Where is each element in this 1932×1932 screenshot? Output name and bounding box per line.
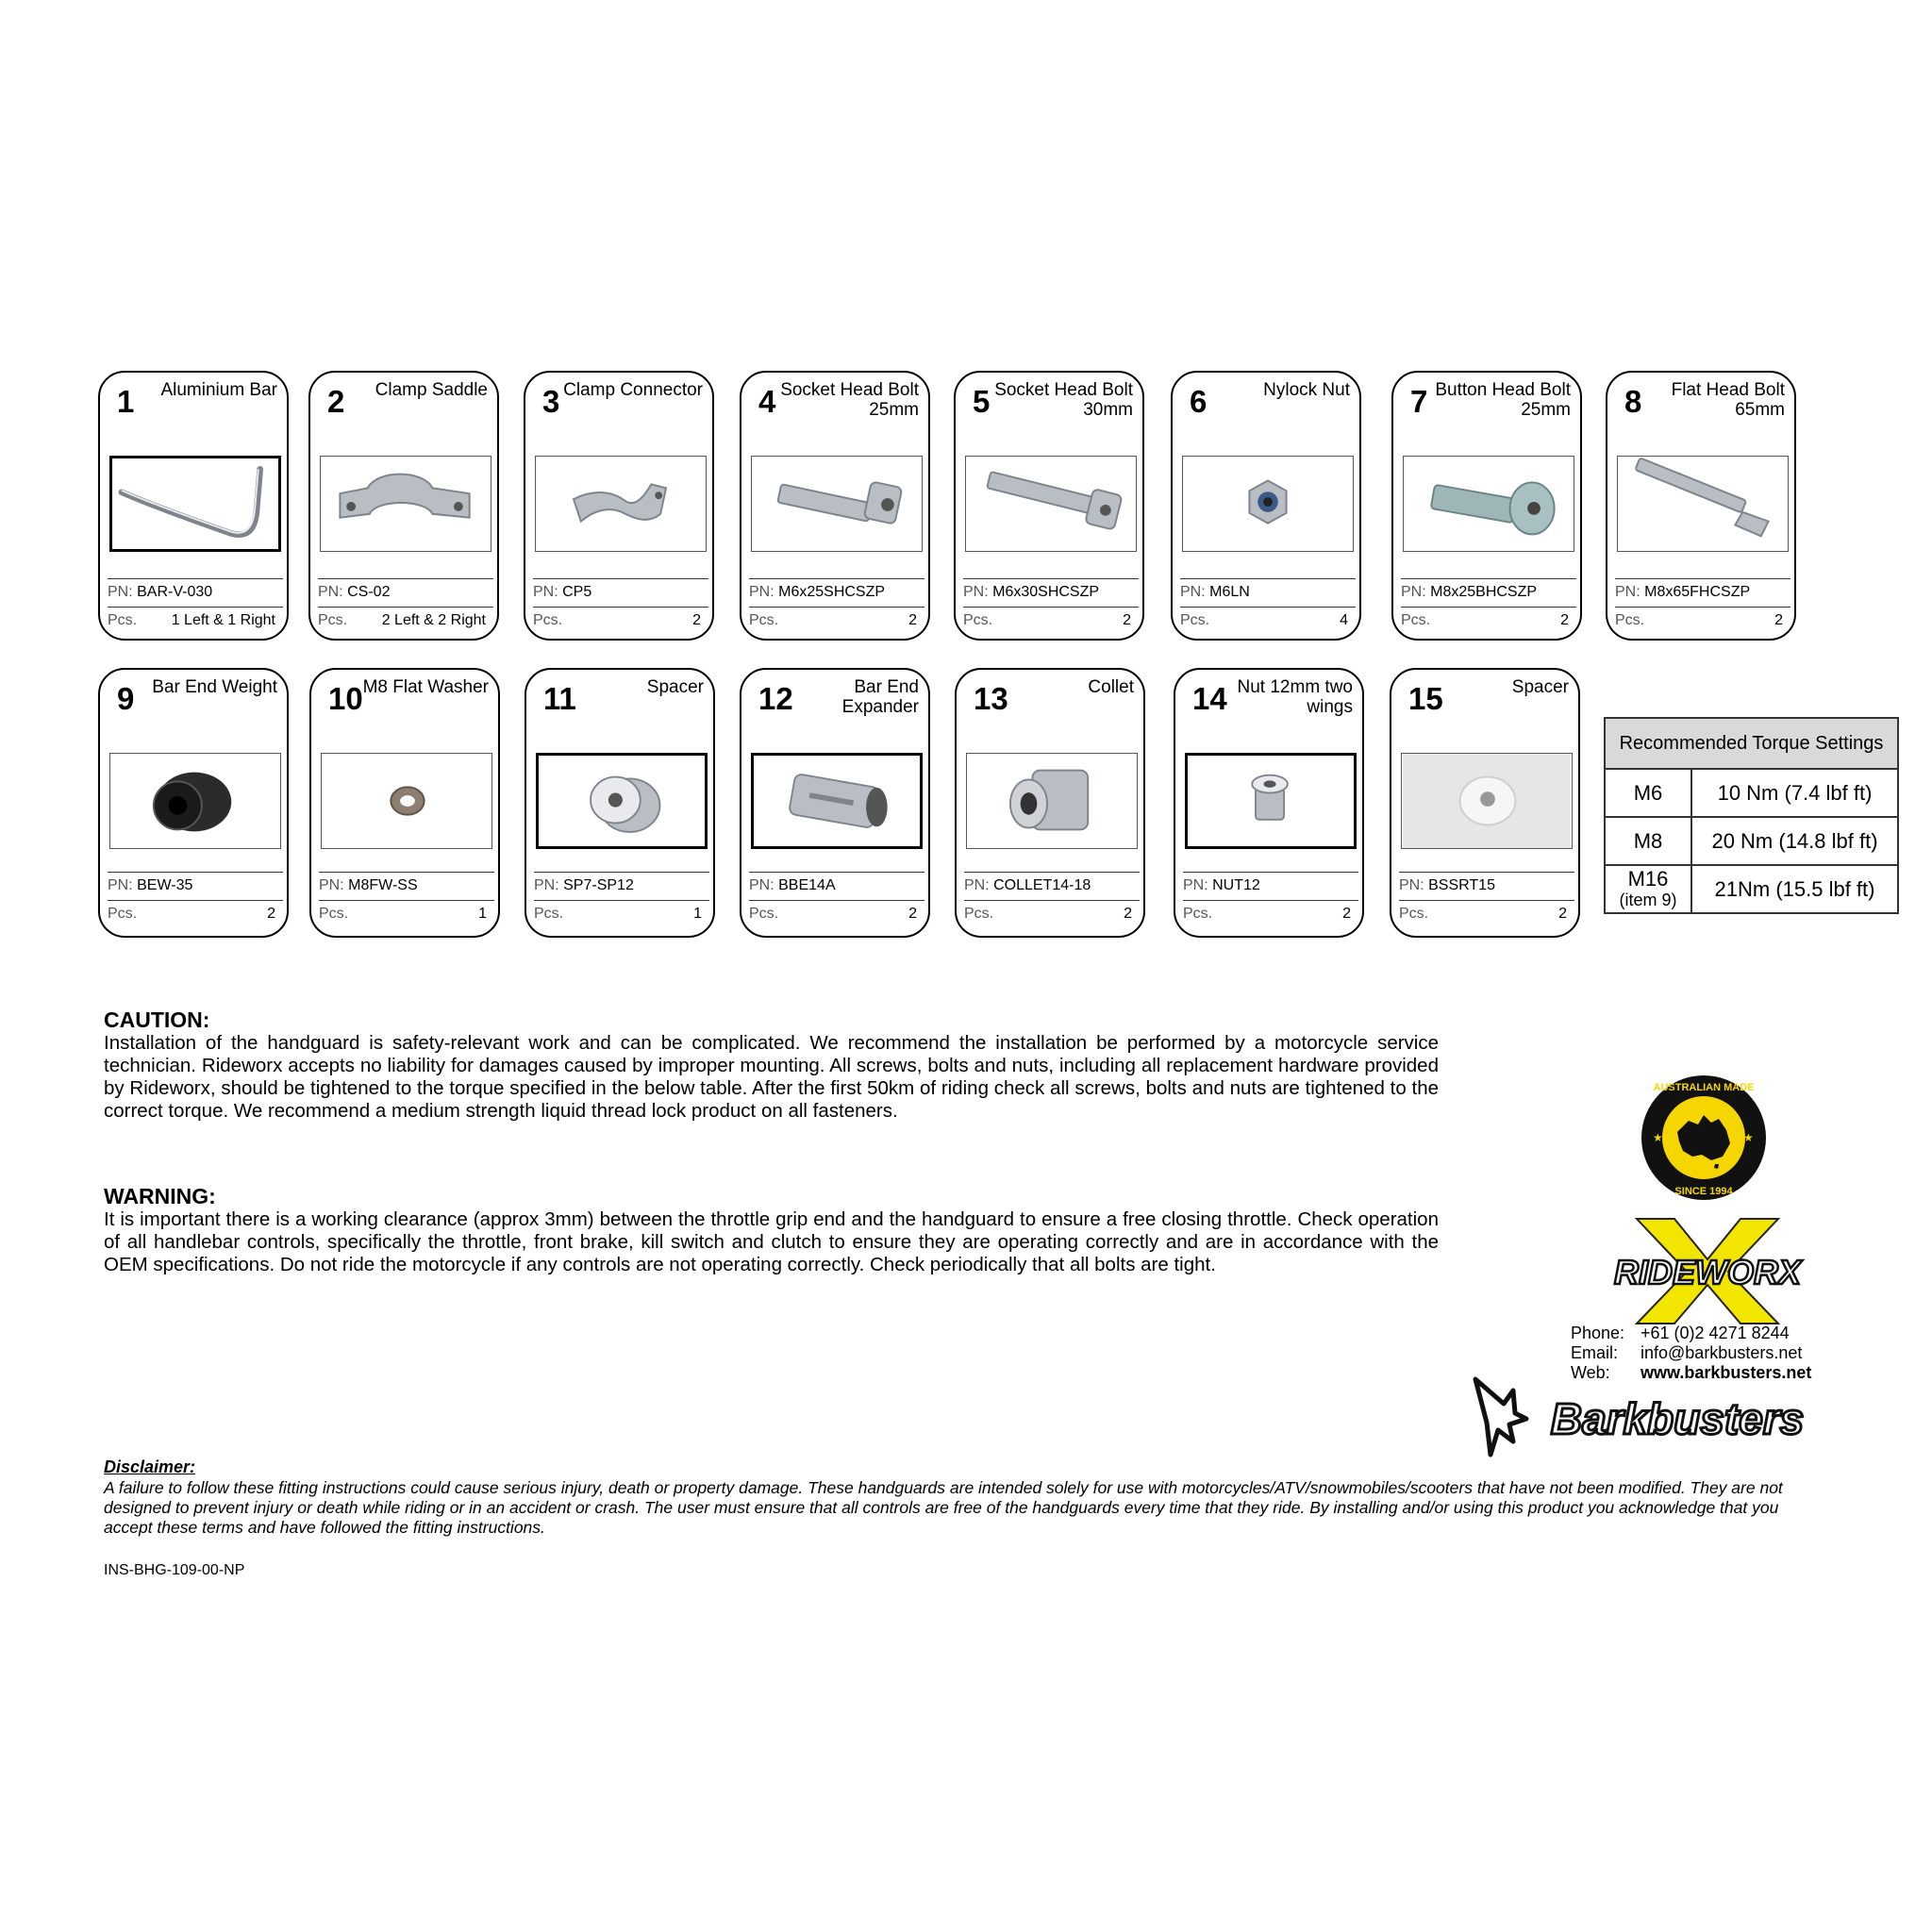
part-card — [740, 371, 930, 641]
collet-photo — [967, 754, 1137, 848]
part-number: 6 — [1190, 384, 1208, 419]
part-pcs: 1 — [693, 906, 702, 922]
part-photo — [535, 456, 707, 552]
part-pcs-row — [963, 607, 1139, 629]
part-pn: BBE14A — [778, 877, 836, 893]
part-pn-row — [1615, 578, 1790, 601]
part-name: Socket Head Bolt 25mm — [780, 380, 919, 420]
document-id: INS-BHG-109-00-NP — [104, 1562, 245, 1578]
pn-label: PN: — [964, 877, 990, 893]
part-pn-row — [1183, 872, 1358, 894]
part-pcs: 2 Left & 2 Right — [381, 612, 486, 628]
rideworx-wordmark: RIDEWORX — [1614, 1253, 1801, 1291]
part-pcs-row — [1401, 607, 1576, 629]
pcs-label: Pcs. — [749, 906, 779, 922]
part-pn: M6LN — [1209, 584, 1250, 600]
pn-label: PN: — [1180, 584, 1206, 600]
barkbusters-logo — [1472, 1375, 1835, 1460]
part-number: 11 — [543, 681, 576, 716]
part-pcs-row — [1183, 900, 1358, 923]
spacer-photo — [539, 756, 705, 846]
web-label: Web: — [1571, 1363, 1610, 1382]
part-name: Bar End Weight — [152, 677, 277, 697]
torque-table-title: Recommended Torque Settings — [1605, 718, 1898, 769]
part-name: Spacer — [1511, 677, 1569, 697]
caution-heading: CAUTION: — [104, 1008, 210, 1032]
australian-made-badge-logo — [1640, 1074, 1768, 1202]
part-number: 1 — [117, 384, 135, 419]
part-photo — [751, 456, 923, 552]
pn-label: PN: — [318, 584, 343, 600]
pn-label: PN: — [1401, 584, 1426, 600]
pn-label: PN: — [534, 877, 559, 893]
part-pcs-row — [318, 607, 493, 629]
part-number: 9 — [117, 681, 135, 716]
part-pn: SP7-SP12 — [563, 877, 634, 893]
part-pn-row — [1180, 578, 1356, 601]
part-number: 5 — [973, 384, 991, 419]
part-card — [524, 371, 714, 641]
part-number: 14 — [1192, 681, 1227, 716]
part-card — [955, 668, 1145, 938]
part-pn: M8x25BHCSZP — [1430, 584, 1538, 600]
part-name: Bar End Expander — [841, 677, 919, 717]
part-photo — [1403, 456, 1574, 552]
part-photo — [1401, 753, 1573, 849]
part-card — [309, 668, 500, 938]
pcs-label: Pcs. — [963, 612, 993, 628]
phone-label: Phone: — [1571, 1324, 1625, 1342]
part-pn: M6x30SHCSZP — [992, 584, 1100, 600]
part-pcs: 1 Left & 1 Right — [171, 612, 275, 628]
part-pn: COLLET14-18 — [993, 877, 1091, 893]
part-pn-row — [1399, 872, 1574, 894]
torque-size: M8 — [1605, 817, 1691, 865]
part-number: 10 — [328, 681, 363, 716]
part-number: 7 — [1410, 384, 1428, 419]
barkbusters-wordmark: Barkbusters — [1550, 1394, 1805, 1443]
button-head-bolt-25mm-photo — [1404, 457, 1574, 551]
part-pn: CP5 — [562, 584, 592, 600]
part-pn: M8x65FHCSZP — [1644, 584, 1751, 600]
part-number: 4 — [758, 384, 776, 419]
part-pn-row — [533, 578, 708, 601]
pn-label: PN: — [108, 877, 133, 893]
part-pcs: 2 — [1342, 906, 1351, 922]
part-name: Socket Head Bolt 30mm — [994, 380, 1133, 420]
part-pn-row — [1401, 578, 1576, 601]
phone-number: +61 (0)2 4271 8244 — [1641, 1324, 1790, 1342]
torque-row-m16 — [1605, 865, 1898, 913]
svg-text:★: ★ — [1743, 1131, 1754, 1144]
pcs-label: Pcs. — [533, 612, 563, 628]
warning-text: It is important there is a working clearance (approx 3mm) between the throttle grip end and the handguard to ensure a free closing throttle. Check operation of all handlebar controls, specifically the throttle, front brake, kill switch and clutch to ensure they are operating correctly and are in accordance with the OEM specifications. Do not ride the motorcycle if any controls are not operating correctly. Check periodically that all bolts are tight. — [104, 1208, 1439, 1275]
m8-flat-washer-photo — [322, 754, 491, 848]
part-card — [308, 371, 499, 641]
part-pn-row — [318, 578, 493, 601]
flat-head-bolt-65mm-photo — [1618, 457, 1788, 551]
clamp-connector-photo — [536, 457, 706, 551]
part-photo — [109, 753, 281, 849]
part-pcs-row — [108, 607, 283, 629]
torque-value: 21Nm (15.5 lbf ft) — [1691, 865, 1898, 913]
part-pcs-row — [964, 900, 1140, 923]
part-card — [525, 668, 715, 938]
pn-label: PN: — [108, 584, 133, 600]
disclaimer-heading: Disclaimer: — [104, 1457, 196, 1476]
pcs-label: Pcs. — [108, 906, 138, 922]
part-pcs-row — [1180, 607, 1356, 629]
part-pn-row — [964, 872, 1140, 894]
part-pcs-row — [319, 900, 494, 923]
pcs-label: Pcs. — [1615, 612, 1645, 628]
part-pn: M8FW-SS — [348, 877, 418, 893]
part-photo — [109, 456, 281, 552]
part-photo — [965, 456, 1137, 552]
rideworx-logo — [1585, 1217, 1830, 1325]
pcs-label: Pcs. — [964, 906, 994, 922]
torque-table — [1604, 717, 1899, 914]
part-pn-row — [108, 872, 283, 894]
nut-12mm-two-wings-photo — [1188, 756, 1354, 846]
website-link[interactable]: www.barkbusters.net — [1641, 1363, 1812, 1382]
pcs-label: Pcs. — [749, 612, 779, 628]
part-pn: NUT12 — [1212, 877, 1260, 893]
part-card — [1174, 668, 1364, 938]
part-card — [1171, 371, 1361, 641]
part-pcs: 2 — [908, 612, 917, 628]
pn-label: PN: — [963, 584, 989, 600]
part-pcs: 2 — [692, 612, 701, 628]
badge-top-text: AUSTRALIAN MADE — [1653, 1082, 1755, 1093]
torque-row-m8 — [1605, 817, 1898, 865]
part-pcs-row — [1399, 900, 1574, 923]
pcs-label: Pcs. — [1180, 612, 1210, 628]
bar-end-expander-photo — [754, 756, 920, 846]
part-pn: M6x25SHCSZP — [778, 584, 886, 600]
part-name: Collet — [1088, 677, 1134, 697]
part-pcs: 2 — [1558, 906, 1567, 922]
part-pn: BSSRT15 — [1428, 877, 1495, 893]
part-photo — [1185, 753, 1357, 849]
part-pn-row — [108, 578, 283, 601]
part-pn-row — [319, 872, 494, 894]
warning-heading: WARNING: — [104, 1184, 216, 1208]
part-photo — [536, 753, 708, 849]
aluminium-bar-photo — [112, 458, 278, 549]
part-pcs: 2 — [1123, 612, 1131, 628]
part-pcs: 2 — [1124, 906, 1132, 922]
part-pcs-row — [533, 607, 708, 629]
svg-text:★: ★ — [1653, 1131, 1663, 1144]
part-photo — [1617, 456, 1789, 552]
part-pn-row — [749, 578, 924, 601]
part-name: Clamp Connector — [563, 380, 703, 400]
part-pcs-row — [108, 900, 283, 923]
part-card — [1606, 371, 1796, 641]
part-name: Clamp Saddle — [375, 380, 488, 400]
part-card — [98, 668, 289, 938]
part-card — [954, 371, 1144, 641]
email-label: Email: — [1571, 1343, 1619, 1362]
part-pcs: 2 — [1560, 612, 1569, 628]
part-photo — [320, 456, 491, 552]
pn-label: PN: — [1615, 584, 1641, 600]
part-pn-row — [749, 872, 924, 894]
pcs-label: Pcs. — [108, 612, 138, 628]
part-name: Spacer — [646, 677, 704, 697]
socket-head-bolt-25mm-photo — [752, 457, 922, 551]
torque-size-note: (item 9) — [1619, 890, 1677, 909]
part-pn: BEW-35 — [137, 877, 193, 893]
pn-label: PN: — [749, 877, 774, 893]
part-number: 13 — [974, 681, 1008, 716]
part-pcs-row — [1615, 607, 1790, 629]
torque-value: 20 Nm (14.8 lbf ft) — [1691, 817, 1898, 865]
pn-label: PN: — [319, 877, 344, 893]
pcs-label: Pcs. — [1183, 906, 1213, 922]
clamp-saddle-photo — [321, 457, 491, 551]
part-number: 12 — [758, 681, 793, 716]
part-card — [1391, 371, 1582, 641]
part-card — [1390, 668, 1580, 938]
pn-label: PN: — [749, 584, 774, 600]
part-name: M8 Flat Washer — [362, 677, 489, 697]
pcs-label: Pcs. — [318, 612, 348, 628]
pcs-label: Pcs. — [319, 906, 349, 922]
socket-head-bolt-30mm-photo — [966, 457, 1136, 551]
torque-size-cell — [1605, 865, 1691, 913]
part-name: Nylock Nut — [1263, 380, 1350, 400]
pn-label: PN: — [1399, 877, 1424, 893]
part-pcs: 2 — [267, 906, 275, 922]
torque-row-m6 — [1605, 769, 1898, 817]
part-pcs-row — [534, 900, 709, 923]
part-card — [740, 668, 930, 938]
part-pn: BAR-V-030 — [137, 584, 213, 600]
pcs-label: Pcs. — [534, 906, 564, 922]
part-number: 15 — [1408, 681, 1443, 716]
part-pcs-row — [749, 607, 924, 629]
badge-bottom-text: SINCE 1994 — [1674, 1186, 1733, 1197]
part-pcs: 2 — [908, 906, 917, 922]
torque-size: M6 — [1605, 769, 1691, 817]
pcs-label: Pcs. — [1399, 906, 1429, 922]
bar-end-weight-photo — [110, 754, 280, 848]
disclaimer-text: A failure to follow these fitting instructions could cause serious injury, death or property damage. These handguards are intended solely for use with motorcycles/ATV/snowmobiles/scooters that have not been modified. They are not designed to prevent injury or death while riding or in an accident or crash. The user must ensure that all controls are free of the handguards every time that they ride. By installing and/or using this product you acknowledge that you accept these terms and have followed the fitting instructions. — [104, 1478, 1783, 1537]
part-name: Aluminium Bar — [160, 380, 277, 400]
part-number: 3 — [542, 384, 560, 419]
part-pcs-row — [749, 900, 924, 923]
nylock-nut-photo — [1183, 457, 1353, 551]
contact-block — [1571, 1324, 1811, 1383]
part-name: Nut 12mm two wings — [1237, 677, 1353, 717]
part-photo — [1182, 456, 1354, 552]
part-card — [98, 371, 289, 641]
pn-label: PN: — [1183, 877, 1208, 893]
part-pn-row — [963, 578, 1139, 601]
part-photo — [321, 753, 492, 849]
pn-label: PN: — [533, 584, 558, 600]
part-number: 8 — [1624, 384, 1642, 419]
part-pcs: 2 — [1774, 612, 1783, 628]
part-photo — [966, 753, 1138, 849]
part-pcs: 1 — [478, 906, 487, 922]
part-pn: CS-02 — [347, 584, 391, 600]
pcs-label: Pcs. — [1401, 612, 1431, 628]
caution-text: Installation of the handguard is safety-relevant work and can be complicated. We recommend the installation be performed by a motorcycle service technician. Rideworx accepts no liability for damages caused by improper mounting. All screws, bolts and nuts, including all replacement hardware provided by Rideworx, should be tightened to the torque specified in the below table. After the first 50km of riding check all screws, bolts and nuts are tightened to the correct torque. We recommend a medium strength liquid thread lock product on all fasteners. — [104, 1032, 1439, 1122]
torque-value: 10 Nm (7.4 lbf ft) — [1691, 769, 1898, 817]
spacer-15-photo — [1402, 754, 1572, 848]
email-address[interactable]: info@barkbusters.net — [1641, 1343, 1803, 1362]
part-pcs: 4 — [1340, 612, 1348, 628]
part-name: Button Head Bolt 25mm — [1435, 380, 1571, 420]
part-name: Flat Head Bolt 65mm — [1671, 380, 1785, 420]
torque-size: M16 — [1627, 866, 1669, 891]
part-pn-row — [534, 872, 709, 894]
part-photo — [751, 753, 923, 849]
part-number: 2 — [327, 384, 345, 419]
